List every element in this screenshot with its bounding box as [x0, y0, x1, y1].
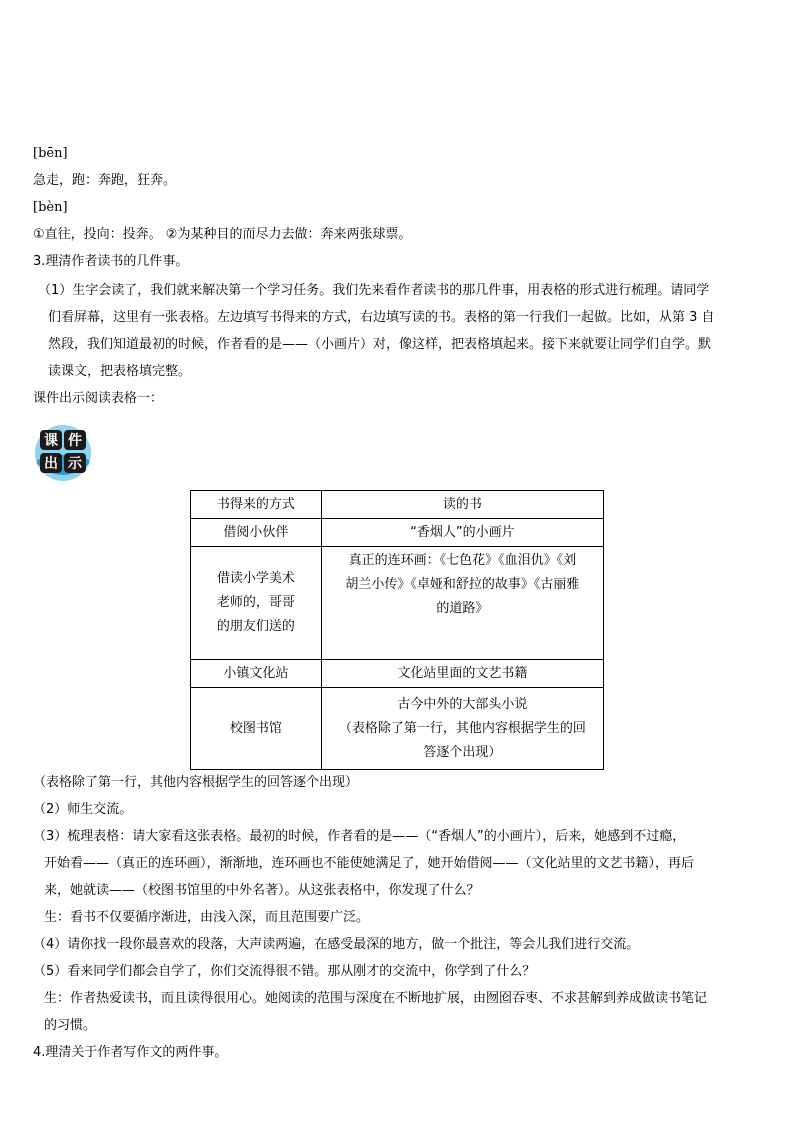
- pinyin-ben1: [bēn]: [33, 146, 68, 161]
- definition-ben4: ①直往，投向：投奔。 ②为某种目的而尽力去做：奔来两张球票。: [33, 227, 412, 242]
- paragraph-1-line-2: 们看屏幕，这里有一张表格。左边填写书得来的方式，右边填写读的书。表格的第一行我们一起做。比如，从第 3 自: [48, 310, 715, 325]
- header-cell-books: 读的书: [321, 491, 603, 519]
- cell-line: （表格除了第一行，其他内容根据学生的回: [338, 720, 586, 736]
- cell-line: 小镇文化站: [223, 665, 289, 681]
- cell-line: 校图书馆: [229, 720, 282, 736]
- badge-char-3: 出: [44, 456, 58, 472]
- badge-char-1: 课: [44, 433, 58, 449]
- cell-line: 胡兰小传》《卓娅和舒拉的故事》《古丽雅: [345, 577, 580, 592]
- cell-line: 借阅小伙伴: [223, 524, 289, 540]
- cell-line: 的道路》: [436, 601, 489, 616]
- paragraph-3-line-1: （3）梳理表格：请大家看这张表格。最初的时候，作者看的是——（“香烟人”的小画片），后来，她感到不过瘾，: [33, 829, 686, 844]
- student-answer-2-line-2: 的习惯。: [44, 1018, 97, 1033]
- cell-line: 真正的连环画：《七色花》《血泪仇》《刘: [348, 553, 577, 568]
- paragraph-2: （2）师生交流。: [33, 802, 133, 817]
- table-cell: [321, 519, 603, 547]
- definition-ben1: 急走，跑：奔跑，狂奔。: [33, 173, 177, 188]
- badge-char-4: 示: [68, 456, 82, 472]
- courseware-badge-icon: [34, 424, 92, 482]
- section4-heading: 4.理清关于作者写作文的两件事。: [33, 1045, 228, 1060]
- table-row: [191, 547, 604, 660]
- table-row: [191, 519, 604, 547]
- table-header-row: [191, 491, 604, 519]
- cell-line: 的朋友们送的: [216, 619, 295, 634]
- section3-heading: 3.理清作者读书的几件事。: [33, 254, 189, 269]
- paragraph-1-line-4: 读课文，把表格填完整。: [48, 364, 192, 379]
- cell-line: “香烟人”的小画片: [410, 524, 515, 540]
- paragraph-1-line-3: 然段，我们知道最初的时候，作者看的是——（小画片）对，像这样，把表格填起来。接下来就要让同学们自学。默: [48, 337, 712, 352]
- table-cell: [191, 519, 322, 547]
- student-answer-1: 生：看书不仅要循序渐进，由浅入深，而且范围要广泛。: [44, 910, 370, 925]
- header-cell-method: 书得来的方式: [191, 491, 322, 519]
- paragraph-5: （5）看来同学们都会自学了，你们交流得很不错。那从刚才的交流中，你学到了什么？: [33, 964, 536, 979]
- reading-table: [190, 490, 604, 770]
- table-row: [191, 660, 604, 688]
- badge-char-2: 件: [68, 433, 82, 449]
- student-answer-2-line-1: 生：作者热爱读书，而且读得很用心。她阅读的范围与深度在不断地扩展，由囫囵吞枣、不求甚解到养成做读书笔记: [44, 991, 708, 1006]
- cell-line: 借读小学美术: [216, 571, 295, 586]
- paragraph-3-line-3: 来，她就读——（校图书馆里的中外名著）。从这张表格中，你发现了什么？: [44, 883, 480, 898]
- table-cell: [191, 688, 322, 770]
- table-cell: [191, 660, 322, 688]
- pinyin-ben4: [bèn]: [33, 200, 68, 215]
- paragraph-1-line-1: （1）生字会读了，我们就来解决第一个学习任务。我们先来看作者读书的那几件事，用表格的形式进行梳理。请同学: [38, 283, 710, 298]
- paragraph-3-line-2: 开始看——（真正的连环画），渐渐地，连环画也不能使她满足了，她开始借阅——（文化站里的文艺书籍），再后: [44, 856, 695, 871]
- table-cell: [191, 547, 322, 660]
- cell-line: 老师的，哥哥: [216, 595, 295, 610]
- cell-line: 古今中外的大部头小说: [397, 696, 528, 712]
- cell-line: 文化站里面的文艺书籍: [397, 665, 528, 681]
- table-cell: [321, 660, 603, 688]
- table-cell: [321, 688, 603, 770]
- paragraph-4: （4）请你找一段你最喜欢的段落，大声读两遍，在感受最深的地方，做一个批注，等会儿我们进行交流。: [33, 937, 640, 952]
- table-note: （表格除了第一行，其他内容根据学生的回答逐个出现）: [33, 775, 359, 790]
- table-row: [191, 688, 604, 770]
- slide-intro: 课件出示阅读表格一：: [33, 391, 164, 406]
- table-cell: [321, 547, 603, 660]
- cell-line: 答逐个出现）: [423, 744, 502, 760]
